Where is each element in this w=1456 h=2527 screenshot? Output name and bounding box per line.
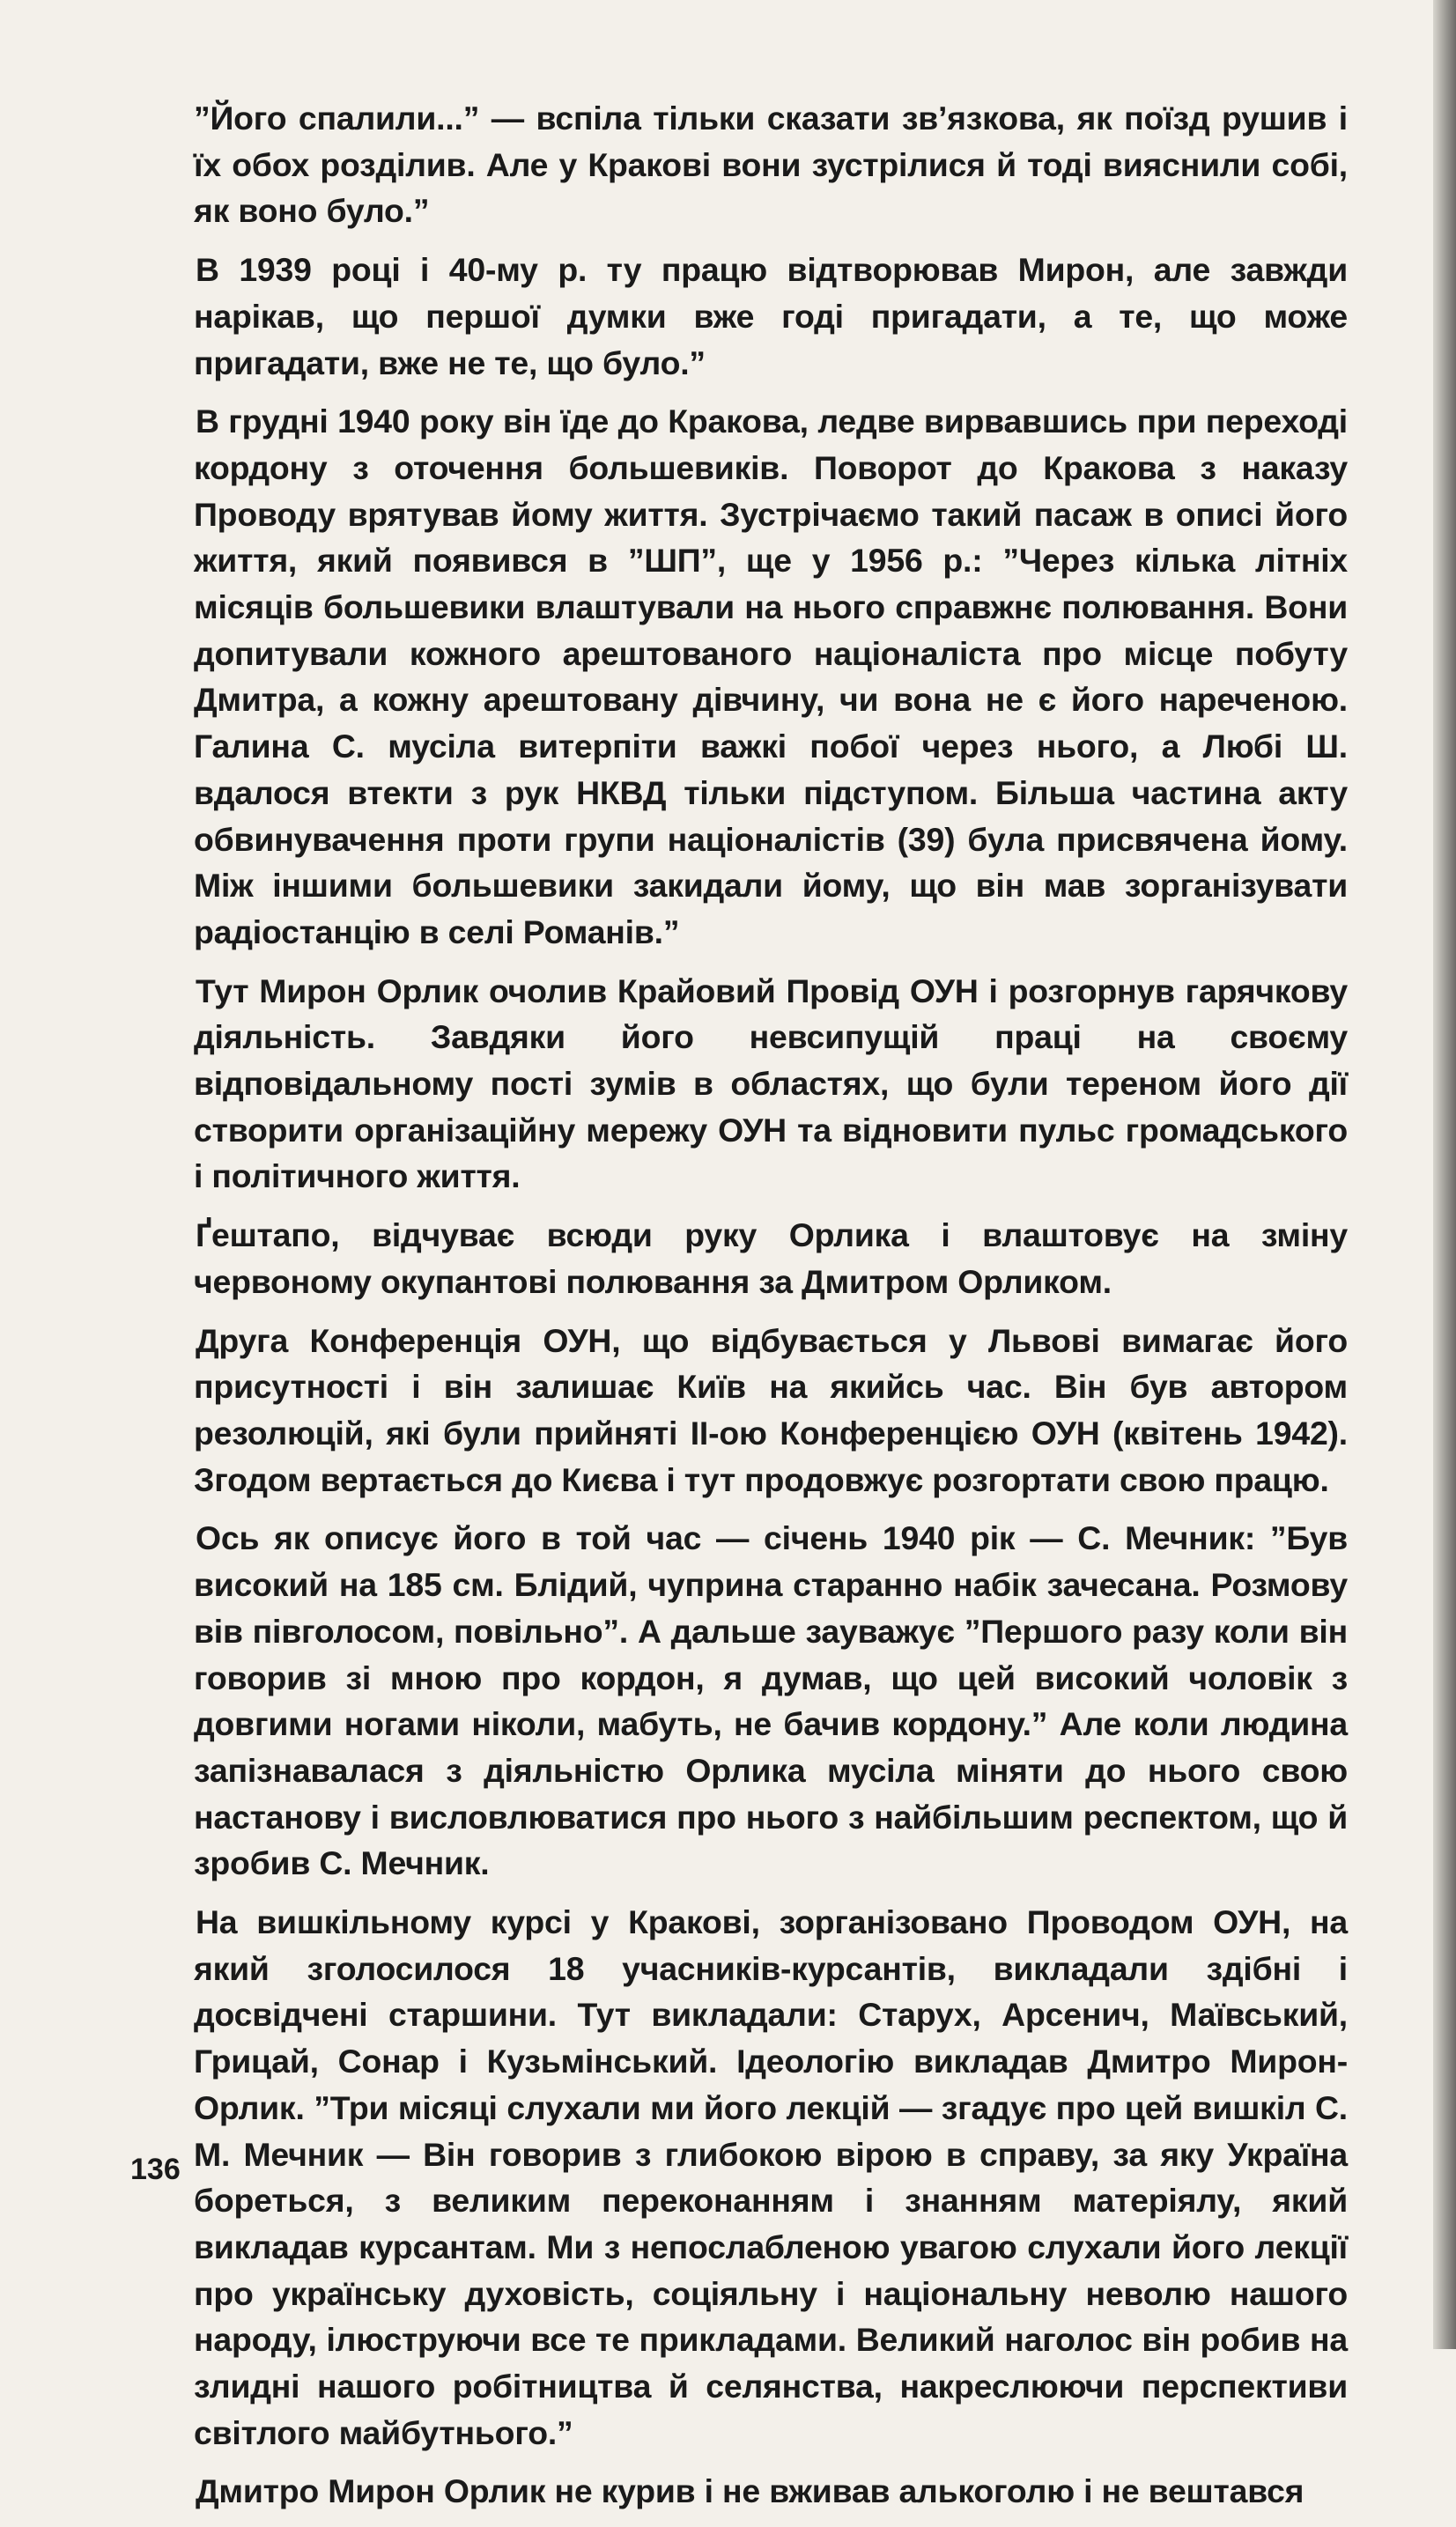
body-text (194, 95, 1348, 2527)
page-edge-shadow (1433, 0, 1456, 2349)
paragraph-2: В 1939 році і 40-му р. ту працю відтворював Мирон, але завжди нарікав, що першої думки вже годі пригадати, а те, що може пригадати, вже не те, що було.” (194, 251, 1348, 381)
paragraph-7: Ось як описує його в той час — січень 1940 рік — С. Мечник: ”Був високий на 185 см. Блідий, чуприна старанно набік зачесана. Розмову вів півголосом, повільно”. А дальше зауважує ”Першого разу коли він говорив зі мною про кордон, я думав, що цей високий чоловік з довгими ногами ніколи, мабуть, не бачив кордону.” Але коли людина запізнавалася з діяльністю Орлика мусіла міняти до нього свою настанову і висловлюватися про нього з найбільшим респектом, що й зробив С. Мечник. (194, 1519, 1348, 1882)
paragraph-3: В грудні 1940 року він їде до Кракова, ледве вирвавшись при переході кордону з оточення большевиків. Поворот до Кракова з наказу Проводу врятував йому життя. Зустрічаємо такий пасаж в описі його життя, який появився в ”ШП”, ще у 1956 р.: ”Через кілька літніх місяців большевики влаштували на нього справжнє полювання. Вони допитували кожного арештованого націоналіста про місце побуту Дмитра, а кожну арештовану дівчину, чи вона не є його нареченою. Галина С. мусіла витерпіти важкі побої через нього, а Любі Ш. вдалося втекти з рук НКВД тільки підступом. Більша частина акту обвинувачення проти групи націоналістів (39) була присвячена йому. Між іншими большевики закидали йому, що він мав зорганізувати радіостанцію в селі Романів.” (194, 403, 1348, 950)
paragraph-8: На вишкільному курсі у Кракові, зорганізовано Проводом ОУН, на який зголосилося 18 учасників-курсантів, викладали здібні і досвідчені старшини. Тут викладали: Старух, Арсенич, Маївський, Грицай, Сонар і Кузьмінський. Ідеологію викладав Дмитро Мирон-Орлик. ”Три місяці слухали ми його лекцій — згадує про цей вишкіл С. М. Мечник — Він говорив з глибокою вірою в справу, за яку Україна бореться, з великим переконанням і знанням матеріялу, який викладав курсантам. Ми з непослабленою увагою слухали його лекції про українську духовість, соціяльну і національну неволю нашого народу, ілюструючи все те прикладами. Великий наголос він робив на злидні нашого робітництва й селянства, накреслюючи перспективи світлого майбутнього.” (194, 1903, 1348, 2451)
paragraph-4: Тут Мирон Орлик очолив Крайовий Провід ОУН і розгорнув гарячкову діяльність. Завдяки його невсипущій праці на своєму відповідальному пості зумів в областях, що були тереном його дії створити організаційну мережу ОУН та відновити пульс громадського і політичного життя. (194, 972, 1348, 1195)
paragraph-5: Ґештапо, відчуває всюди руку Орлика і влаштовує на зміну червоному окупантові полювання за Дмитром Орликом. (194, 1216, 1348, 1300)
paragraph-9: Дмитро Мирон Орлик не курив і не вживав алькоголю і не вештався (196, 2472, 1304, 2510)
paragraph-6: Друга Конференція ОУН, що відбувається у Львові вимагає його присутності і він залишає Київ на якийсь час. Він був автором резолюцій, які були прийняті ІІ-ою Конференцією ОУН (квітень 1942). Згодом вертається до Києва і тут продовжує розгортати свою працю. (194, 1321, 1348, 1498)
paragraph-1: ”Його спалили...” — вспіла тільки сказати зв’язкова, як поїзд рушив і їх обох розділив. Але у Кракові вони зустрілися й тоді вияснили собі, як воно було.” (194, 100, 1348, 230)
page-number: 136 (130, 2153, 181, 2186)
